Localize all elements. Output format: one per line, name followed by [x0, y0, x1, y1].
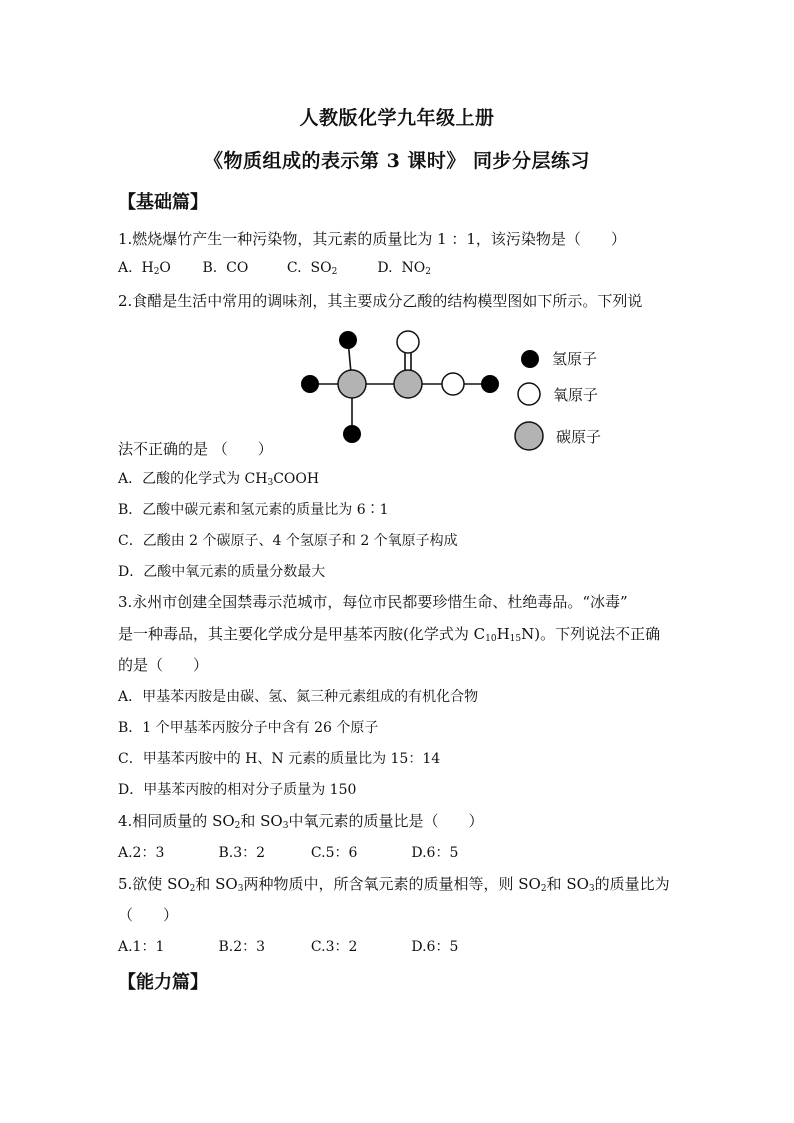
q5-options [118, 936, 458, 956]
q4-option-a: A.2：3 [118, 845, 165, 861]
q4-stem: 4.相同质量的 $SO_2$和 $SO_3$中氧元素的质量比是（ ） [118, 812, 484, 831]
q1-option-d: D. $NO_2$ [377, 260, 431, 277]
q4-option-b: B.3：2 [218, 845, 266, 861]
q1-stem: 1.燃烧爆竹产生一种污染物，其元素的质量比为 1 ：1，该污染物是（ ） [118, 230, 626, 248]
q1-option-a: A. $H_2O$ [118, 260, 171, 277]
q4-option-c: C.5：6 [310, 845, 358, 861]
q2-option-a: A．乙酸的化学式为 $CH_3COOH$ [118, 471, 320, 488]
hydrogen-atom [301, 375, 319, 393]
legend-oxygen-label: 氧原子 [553, 385, 599, 404]
q5-option-a: A.1：1 [118, 939, 165, 955]
section-ability-heading: 【能力篇】 [118, 972, 208, 993]
q1-option-b: B. CO [202, 260, 249, 276]
q1-options [118, 260, 431, 276]
carbon-atom [394, 370, 422, 398]
legend-carbon [514, 421, 601, 451]
q2-option-d: D．乙酸中氧元素的质量分数最大 [118, 564, 326, 580]
carbon-atom [338, 370, 366, 398]
q5-stem-line1: 5.欲使 $SO_2$和 $SO_3$两种物质中，所含氧元素的质量相等，则 $SO_2$和 $SO_3$的质量比为 [118, 875, 670, 894]
q5-option-c: C.3：2 [310, 939, 358, 955]
q4-options [118, 842, 458, 862]
hydrogen-atom [343, 425, 361, 443]
legend-hydrogen-label: 氢原子 [552, 350, 598, 368]
q4-option-d: D.6：5 [411, 845, 459, 861]
oxygen-legend-icon [517, 382, 541, 406]
molecule-legend [510, 340, 640, 460]
oxygen-atom [442, 373, 464, 395]
hydrogen-atom [339, 331, 357, 349]
hydrogen-legend-icon [520, 349, 540, 369]
q3-option-b: B．1 个甲基苯丙胺分子中含有 26 个原子 [118, 720, 379, 736]
q3-stem-line3: 的是（ ） [118, 656, 209, 674]
q2-option-c: C．乙酸由 2 个碳原子、4 个氢原子和 2 个氧原子构成 [118, 533, 458, 549]
q3-option-a: A．甲基苯丙胺是由碳、氢、氮三种元素组成的有机化合物 [118, 689, 479, 705]
q2-stem-line2: 法不正确的是 （ ） [118, 440, 273, 458]
carbon-legend-icon [514, 421, 544, 451]
oxygen-atom [397, 331, 419, 353]
q5-option-b: B.2：3 [218, 939, 266, 955]
q5-stem-line2: （ ） [118, 906, 179, 924]
q1-option-c: C. $SO_2$ [286, 260, 338, 277]
q5-option-d: D.6：5 [411, 939, 459, 955]
q3-stem-line1: 3.永州市创建全国禁毒示范城市，每位市民都要珍惜生命、杜绝毒品。“冰毒” [118, 593, 628, 611]
legend-carbon-label: 碳原子 [556, 427, 602, 446]
page-subtitle: 《物质组成的表示第 3 课时》 同步分层练习 [203, 150, 591, 172]
q3-option-d: D．甲基苯丙胺的相对分子质量为 150 [118, 782, 357, 798]
q2-option-b: B．乙酸中碳元素和氢元素的质量比为 6∶1 [118, 502, 389, 518]
hydrogen-atom [481, 375, 499, 393]
section-basic-heading: 【基础篇】 [118, 192, 208, 213]
q2-stem-line1: 2.食醋是生活中常用的调味剂，其主要成分乙酸的结构模型图如下所示。下列说 [118, 292, 643, 310]
q3-stem-line2: 是一种毒品，其主要化学成分是甲基苯丙胺(化学式为 $C_{10}H_{15}N$)。下列说法不正确 [118, 625, 661, 644]
page-title: 人教版化学九年级上册 [299, 107, 495, 129]
legend-oxygen [517, 382, 598, 406]
q3-option-c: C．甲基苯丙胺中的 H、N 元素的质量比为 15：14 [118, 751, 441, 767]
legend-hydrogen [520, 348, 597, 369]
